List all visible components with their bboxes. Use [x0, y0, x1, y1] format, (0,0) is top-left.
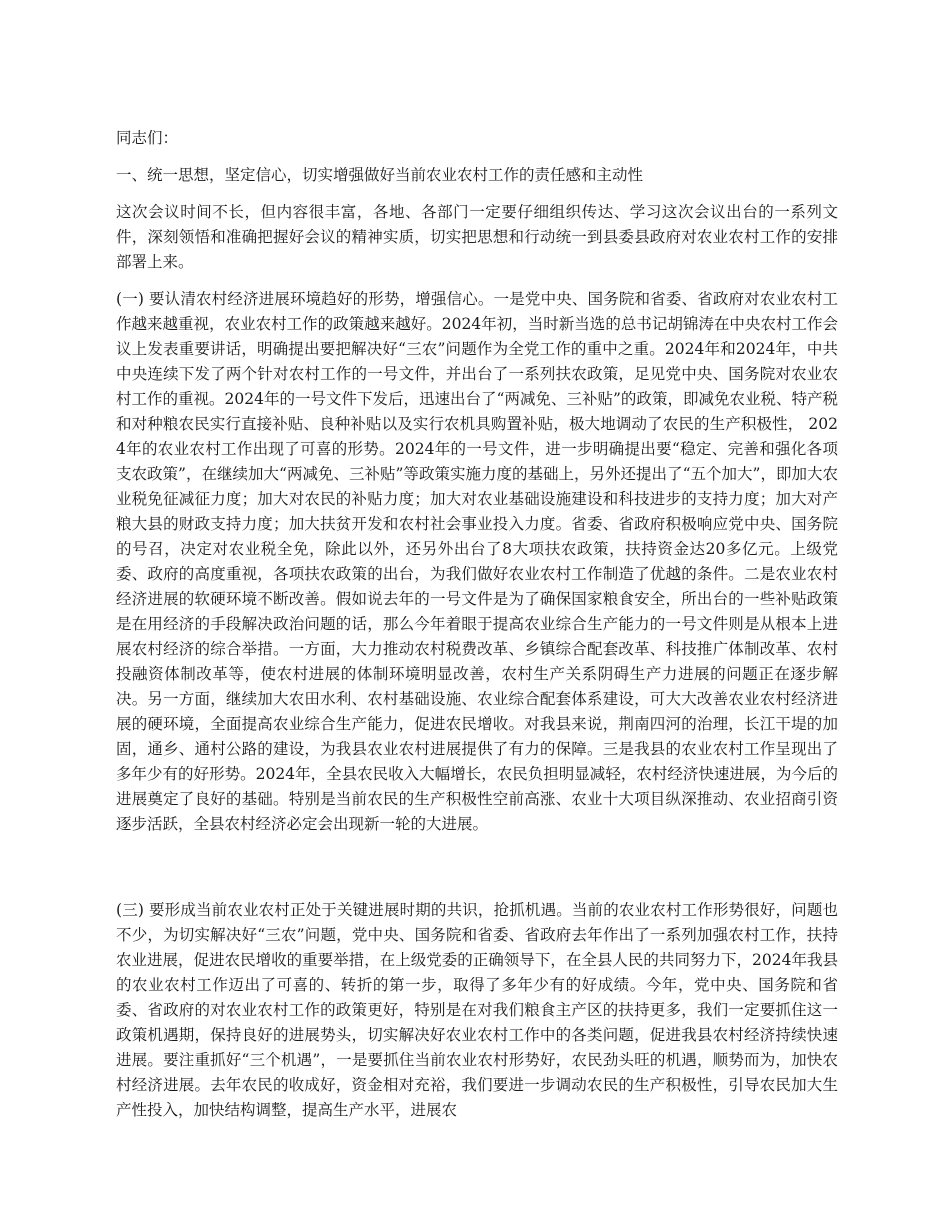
- section-1-paragraph: (一) 要认清农村经济进展环境趋好的形势，增强信心。一是党中央、国务院和省委、省政府对农业农村工作越来越重视，农业农村工作的政策越来越好。2024年初，当时新当选的总书记胡锦涛在中央农村工作会议上发表重要讲话，明确提出要把解决好“三农”问题作为全党工作的重中之重。2024年和2024年，中共中央连续下发了两个针对农村工作的一号文件，并出台了一系列扶农政策，足见党中央、国务院对农业农村工作的重视。2024年的一号文件下发后，迅速出台了“两减免、三补贴”的政策，即减免农业税、特产税和对种粮农民实行直接补贴、良种补贴以及实行农机具购置补贴，极大地调动了农民的生产积极性， 2024年的农业农村工作出现了可喜的形势。2024年的一号文件，进一步明确提出要“稳定、完善和强化各项支农政策”，在继续加大“两减免、三补贴”等政策实施力度的基础上，另外还提出了“五个加大”，即加大农业税免征减征力度；加大对农民的补贴力度；加大对农业基础设施建设和科技进步的支持力度；加大对产粮大县的财政支持力度；加大扶贫开发和农村社会事业投入力度。省委、省政府积极响应党中央、国务院的号召，决定对农业税全免，除此以外，还另外出台了8大项扶农政策，扶持资金达20多亿元。上级党委、政府的高度重视，各项扶农政策的出台，为我们做好农业农村工作制造了优越的条件。二是农业农村经济进展的软硬环境不断改善。假如说去年的一号文件是为了确保国家粮食安全，所出台的一些补贴政策是在用经济的手段解决政治问题的话，那么今年着眼于提高农业综合生产能力的一号文件则是从根本上进展农村经济的综合举措。一方面，大力推动农村税费改革、乡镇综合配套改革、科技推广体制改革、农村投融资体制改革等，使农村进展的体制环境明显改善，农村生产关系阴碍生产力进展的问题正在逐步解决。另一方面，继续加大农田水利、农村基础设施、农业综合配套体系建设，可大大改善农业农村经济进展的硬环境，全面提高农业综合生产能力，促进农民增收。对我县来说，荆南四河的治理，长江干堤的加固，通乡、通村公路的建设，为我县农业农村进展提供了有力的保障。三是我县的农业农村工作呈现出了多年少有的好形势。2024年，全县农民收入大幅增长，农民负担明显减轻，农村经济快速进展，为今后的进展奠定了良好的基础。特别是当前农民的生产积极性空前高涨、农业十大项目纵深推动、农业招商引资逐步活跃，全县农村经济必定会出现新一轮的大进展。: [116, 290, 838, 833]
- document-body: [116, 126, 838, 1135]
- greeting: 同志们：: [116, 129, 179, 147]
- section-3-paragraph: (三) 要形成当前农业农村正处于关键进展时期的共识，抢抓机遇。当前的农业农村工作形势很好，问题也不少，为切实解决好“三农”问题，党中央、国务院和省委、省政府去年作出了一系列加强农村工作，扶持农业进展，促进农民增收的重要举措，在上级党委的正确领导下，在全县人民的共同努力下，2024年我县的农业农村工作迈出了可喜的、转折的第一步，取得了多年少有的好成绩。今年，党中央、国务院和省委、省政府的对农业农村工作的政策更好，特别是在对我们粮食主产区的扶持更多，我们一定要抓住这一政策机遇期，保持良好的进展势头，切实解决好农业农村工作中的各类问题，促进我县农村经济持续快速进展。要注重抓好“三个机遇”，一是要抓住当前农业农村形势好，农民劲头旺的机遇，顺势而为，加快农村经济进展。去年农民的收成好，资金相对充裕，我们要进一步调动农民的生产积极性，引导农民加大生产性投入，加快结构调整，提高生产水平，进展农: [116, 901, 838, 1119]
- heading-1: 一、统一思想，坚定信心，切实增强做好当前农业农村工作的责任感和主动性: [116, 166, 644, 184]
- section-gap: [116, 849, 838, 898]
- intro-paragraph: 这次会议时间不长，但内容很丰富，各地、各部门一定要仔细组织传达、学习这次会议出台的一系列文件，深刻领悟和准确把握好会议的精神实质，切实把思想和行动统一到县委县政府对农业农村工作的安排部署上来。: [116, 203, 838, 271]
